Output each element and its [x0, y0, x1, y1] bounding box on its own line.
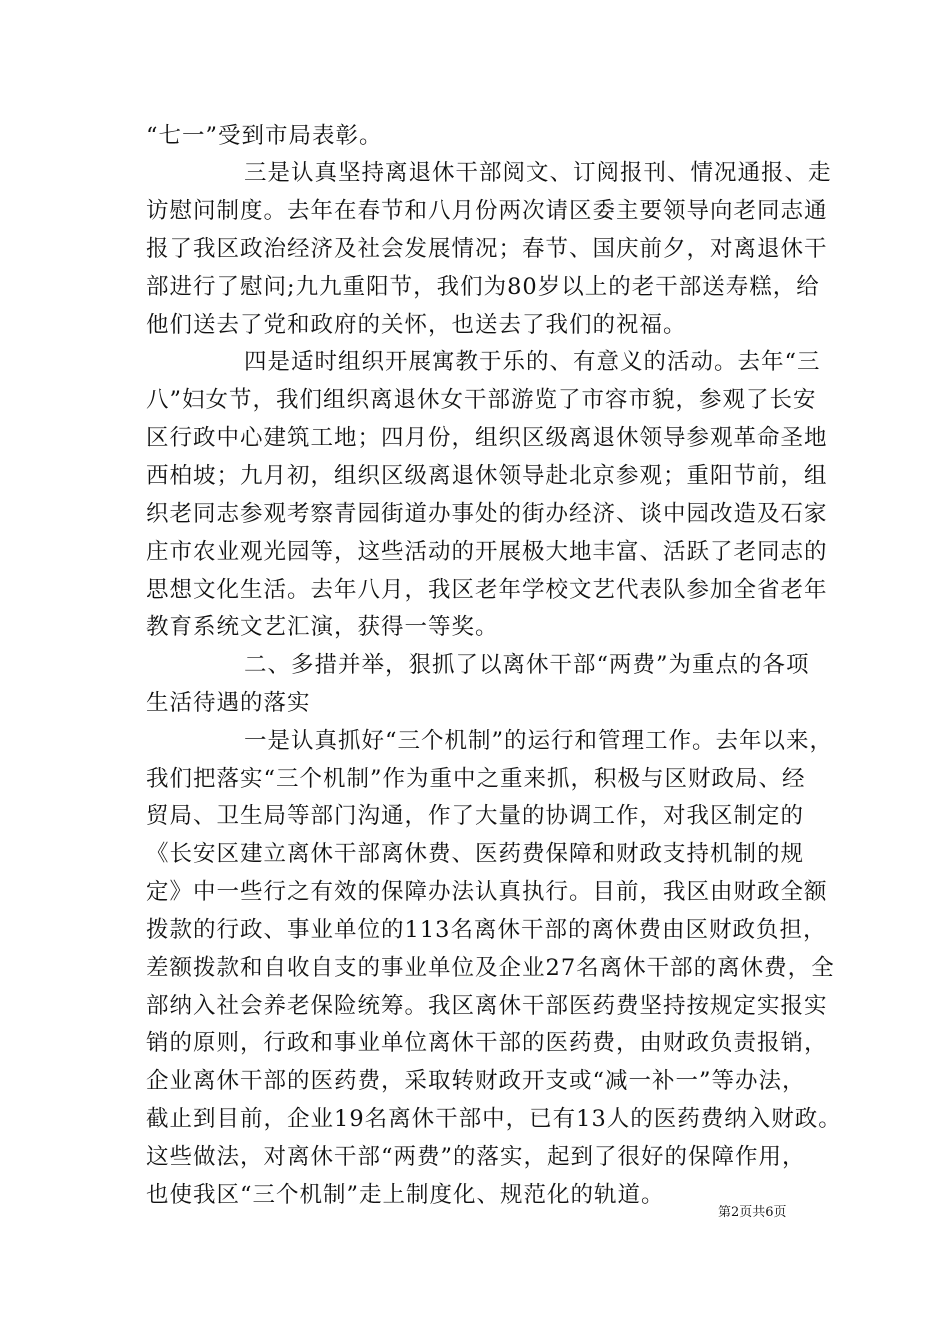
text-line: 教育系统文艺汇演，获得一等奖。 — [146, 614, 499, 640]
text-line: 截止到目前，企业19名离休干部中，已有13人的医药费纳入财政。 — [146, 1106, 842, 1132]
text-line: 这些做法，对离休干部“两费”的落实，起到了很好的保障作用， — [146, 1144, 806, 1170]
text-line: 他们送去了党和政府的关怀，也送去了我们的祝福。 — [146, 312, 687, 338]
text-line: 销的原则，行政和事业单位离休干部的医药费，由财政负责报销， — [146, 1030, 828, 1056]
section-heading-line: 二、多措并举，狠抓了以离休干部“两费”为重点的各项 — [244, 652, 810, 678]
text-line: 八”妇女节，我们组织离退休女干部游览了市容市貌，参观了长安 — [146, 387, 817, 413]
paragraph-start-line: 三是认真坚持离退休干部阅文、订阅报刊、情况通报、走 — [244, 160, 832, 186]
text-line: 部进行了慰问;九九重阳节，我们为80岁以上的老干部送寿糕，给 — [146, 274, 820, 300]
text-line: 定》中一些行之有效的保障办法认真执行。目前，我区由财政全额 — [146, 879, 828, 905]
text-line: 思想文化生活。去年八月，我区老年学校文艺代表队参加全省老年 — [146, 577, 828, 603]
page-indicator: 第2页共6页 — [718, 1205, 787, 1220]
text-line: 访慰问制度。去年在春节和八月份两次请区委主要领导向老同志通 — [146, 198, 828, 224]
text-line: 庄市农业观光园等，这些活动的开展极大地丰富、活跃了老同志的 — [146, 539, 828, 565]
text-line: 区行政中心建筑工地；四月份，组织区级离退休领导参观革命圣地 — [146, 425, 828, 451]
paragraph-start-line: 一是认真抓好“三个机制”的运行和管理工作。去年以来， — [244, 728, 834, 754]
text-line: 报了我区政治经济及社会发展情况；春节、国庆前夕，对离退休干 — [146, 236, 828, 262]
section-heading-line: 生活待遇的落实 — [146, 690, 311, 716]
text-line: 拨款的行政、事业单位的113名离休干部的离休费由区财政负担， — [146, 917, 827, 943]
text-line: 我们把落实“三个机制”作为重中之重来抓，积极与区财政局、经 — [146, 766, 806, 792]
text-line: 部纳入社会养老保险统筹。我区离休干部医药费坚持按规定实报实 — [146, 993, 828, 1019]
paragraph-start-line: 四是适时组织开展寓教于乐的、有意义的活动。去年“三 — [244, 349, 821, 375]
text-line: 差额拨款和自收自支的事业单位及企业27名离休干部的离休费，全 — [146, 955, 835, 981]
text-line: 贸局、卫生局等部门沟通，作了大量的协调工作，对我区制定的 — [146, 803, 805, 829]
text-line: 也使我区“三个机制”走上制度化、规范化的轨道。 — [146, 1182, 665, 1208]
text-line: “七一”受到市局表彰。 — [146, 123, 383, 149]
text-line: 织老同志参观考察青园街道办事处的街办经济、谈中园改造及石家 — [146, 501, 828, 527]
text-line: 《长安区建立离休干部离休费、医药费保障和财政支持机制的规 — [146, 841, 805, 867]
text-line: 企业离休干部的医药费，采取转财政开支或“减一补一”等办法， — [146, 1068, 806, 1094]
text-line: 西柏坡；九月初，组织区级离退休领导赴北京参观；重阳节前，组 — [146, 463, 828, 489]
